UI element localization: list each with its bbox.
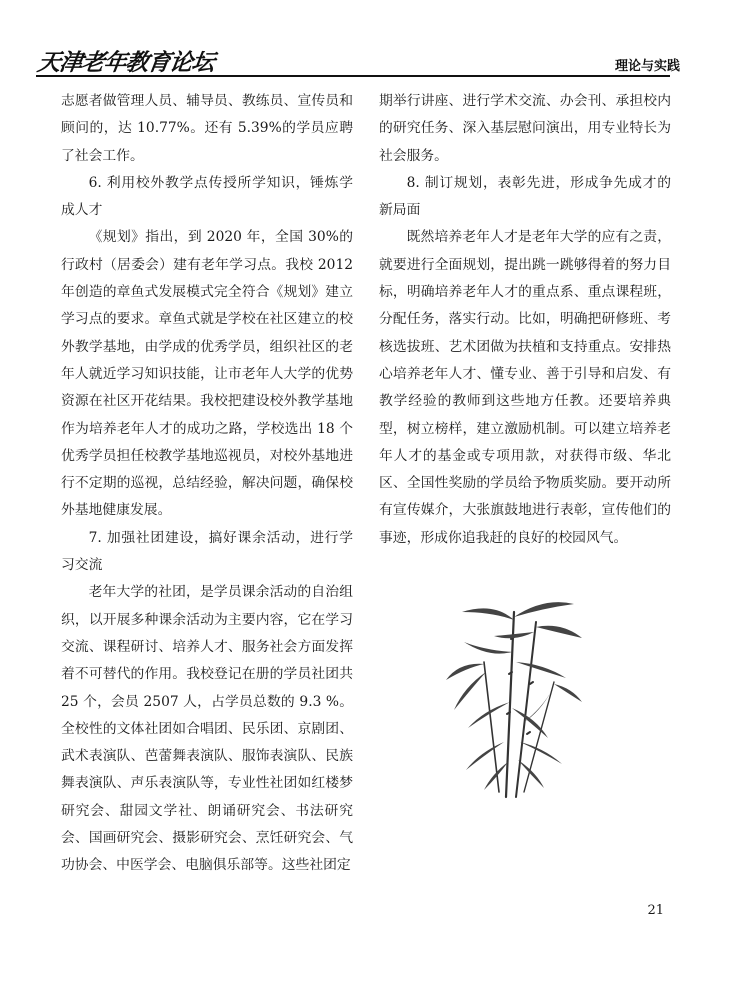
subheading: 8. 制订规划，表彰先进，形成争先成才的新局面 — [379, 174, 671, 219]
paragraph: 志愿者做管理人员、辅导员、教练员、宣传员和顾问的，达 10.77%。还有 5.39%的学员应聘了社会工作。 — [61, 93, 353, 164]
bamboo-illustration — [444, 592, 584, 802]
page-header — [0, 0, 730, 80]
paragraph: 期举行讲座、进行学术交流、办会刊、承担校内的研究任务、深入基层慰问演出，用专业特长为社会服务。 — [379, 93, 671, 164]
header-rule — [36, 75, 670, 77]
page-number: 21 — [647, 903, 664, 918]
section-title: 理论与实践 — [614, 59, 680, 74]
paragraph: 既然培养老年人才是老年大学的应有之责，就要进行全面规划，提出跳一跳够得着的努力目标，明确培养老年人才的重点系、重点课程班，分配任务，落实行动。比如，明确把研修班、考核选拔班、艺术团做为扶植和支持重点。安排热心培养老年人才、懂专业、善于引导和启发、有教学经验的教师到这些地方任教。还要培养典型，树立榜样，建立激励机制。可以建立培养老年人才的基金或专项用款，对获得市级、华北区、全国性奖励的学员给予物质奖励。要开动所有宣传媒介，大张旗鼓地进行表彰，宣传他们的事迹，形成你追我赶的良好的校园风气。 — [379, 229, 671, 546]
right-column — [379, 88, 671, 552]
journal-logo: 天津老年教育论坛 — [35, 49, 216, 76]
subheading: 6. 利用校外教学点传授所学知识，锤炼学成人才 — [61, 174, 353, 219]
paragraph: 老年大学的社团，是学员课余活动的自治组织，以开展多种课余活动为主要内容，它在学习交流、课程研讨、培养人才、服务社会方面发挥着不可替代的作用。我校登记在册的学员社团共 25 个，会员 2507 人，占学员总数的 9.3 %。全校性的文体社团如合唱团、民乐团、京剧团、武术表演队、芭蕾舞表演队、服饰表演队、民族舞表演队、声乐表演队等，专业性社团如红楼梦研究会、甜园文学社、朗诵研究会、书法研究会、国画研究会、摄影研究会、烹饪研究会、气功协会、中医学会、电脑俱乐部等。这些社团定 — [61, 584, 353, 874]
paragraph: 《规划》指出，到 2020 年，全国 30%的行政村（居委会）建有老年学习点。我校 2012 年创造的章鱼式发展模式完全符合《规划》建立学习点的要求。章鱼式就是学校在社区建立的校外教学基地，由学成的优秀学员，组织社区的老年人就近学习知识技能，让市老年人大学的优势资源在社区开花结果。我校把建设校外教学基地作为培养老年人才的成功之路，学校选出 18 个优秀学员担任校教学基地巡视员，对校外基地进行不定期的巡视，总结经验，解决问题，确保校外基地健康发展。 — [61, 229, 353, 519]
subheading: 7. 加强社团建设，搞好课余活动，进行学习交流 — [61, 529, 353, 574]
left-column — [61, 88, 353, 880]
